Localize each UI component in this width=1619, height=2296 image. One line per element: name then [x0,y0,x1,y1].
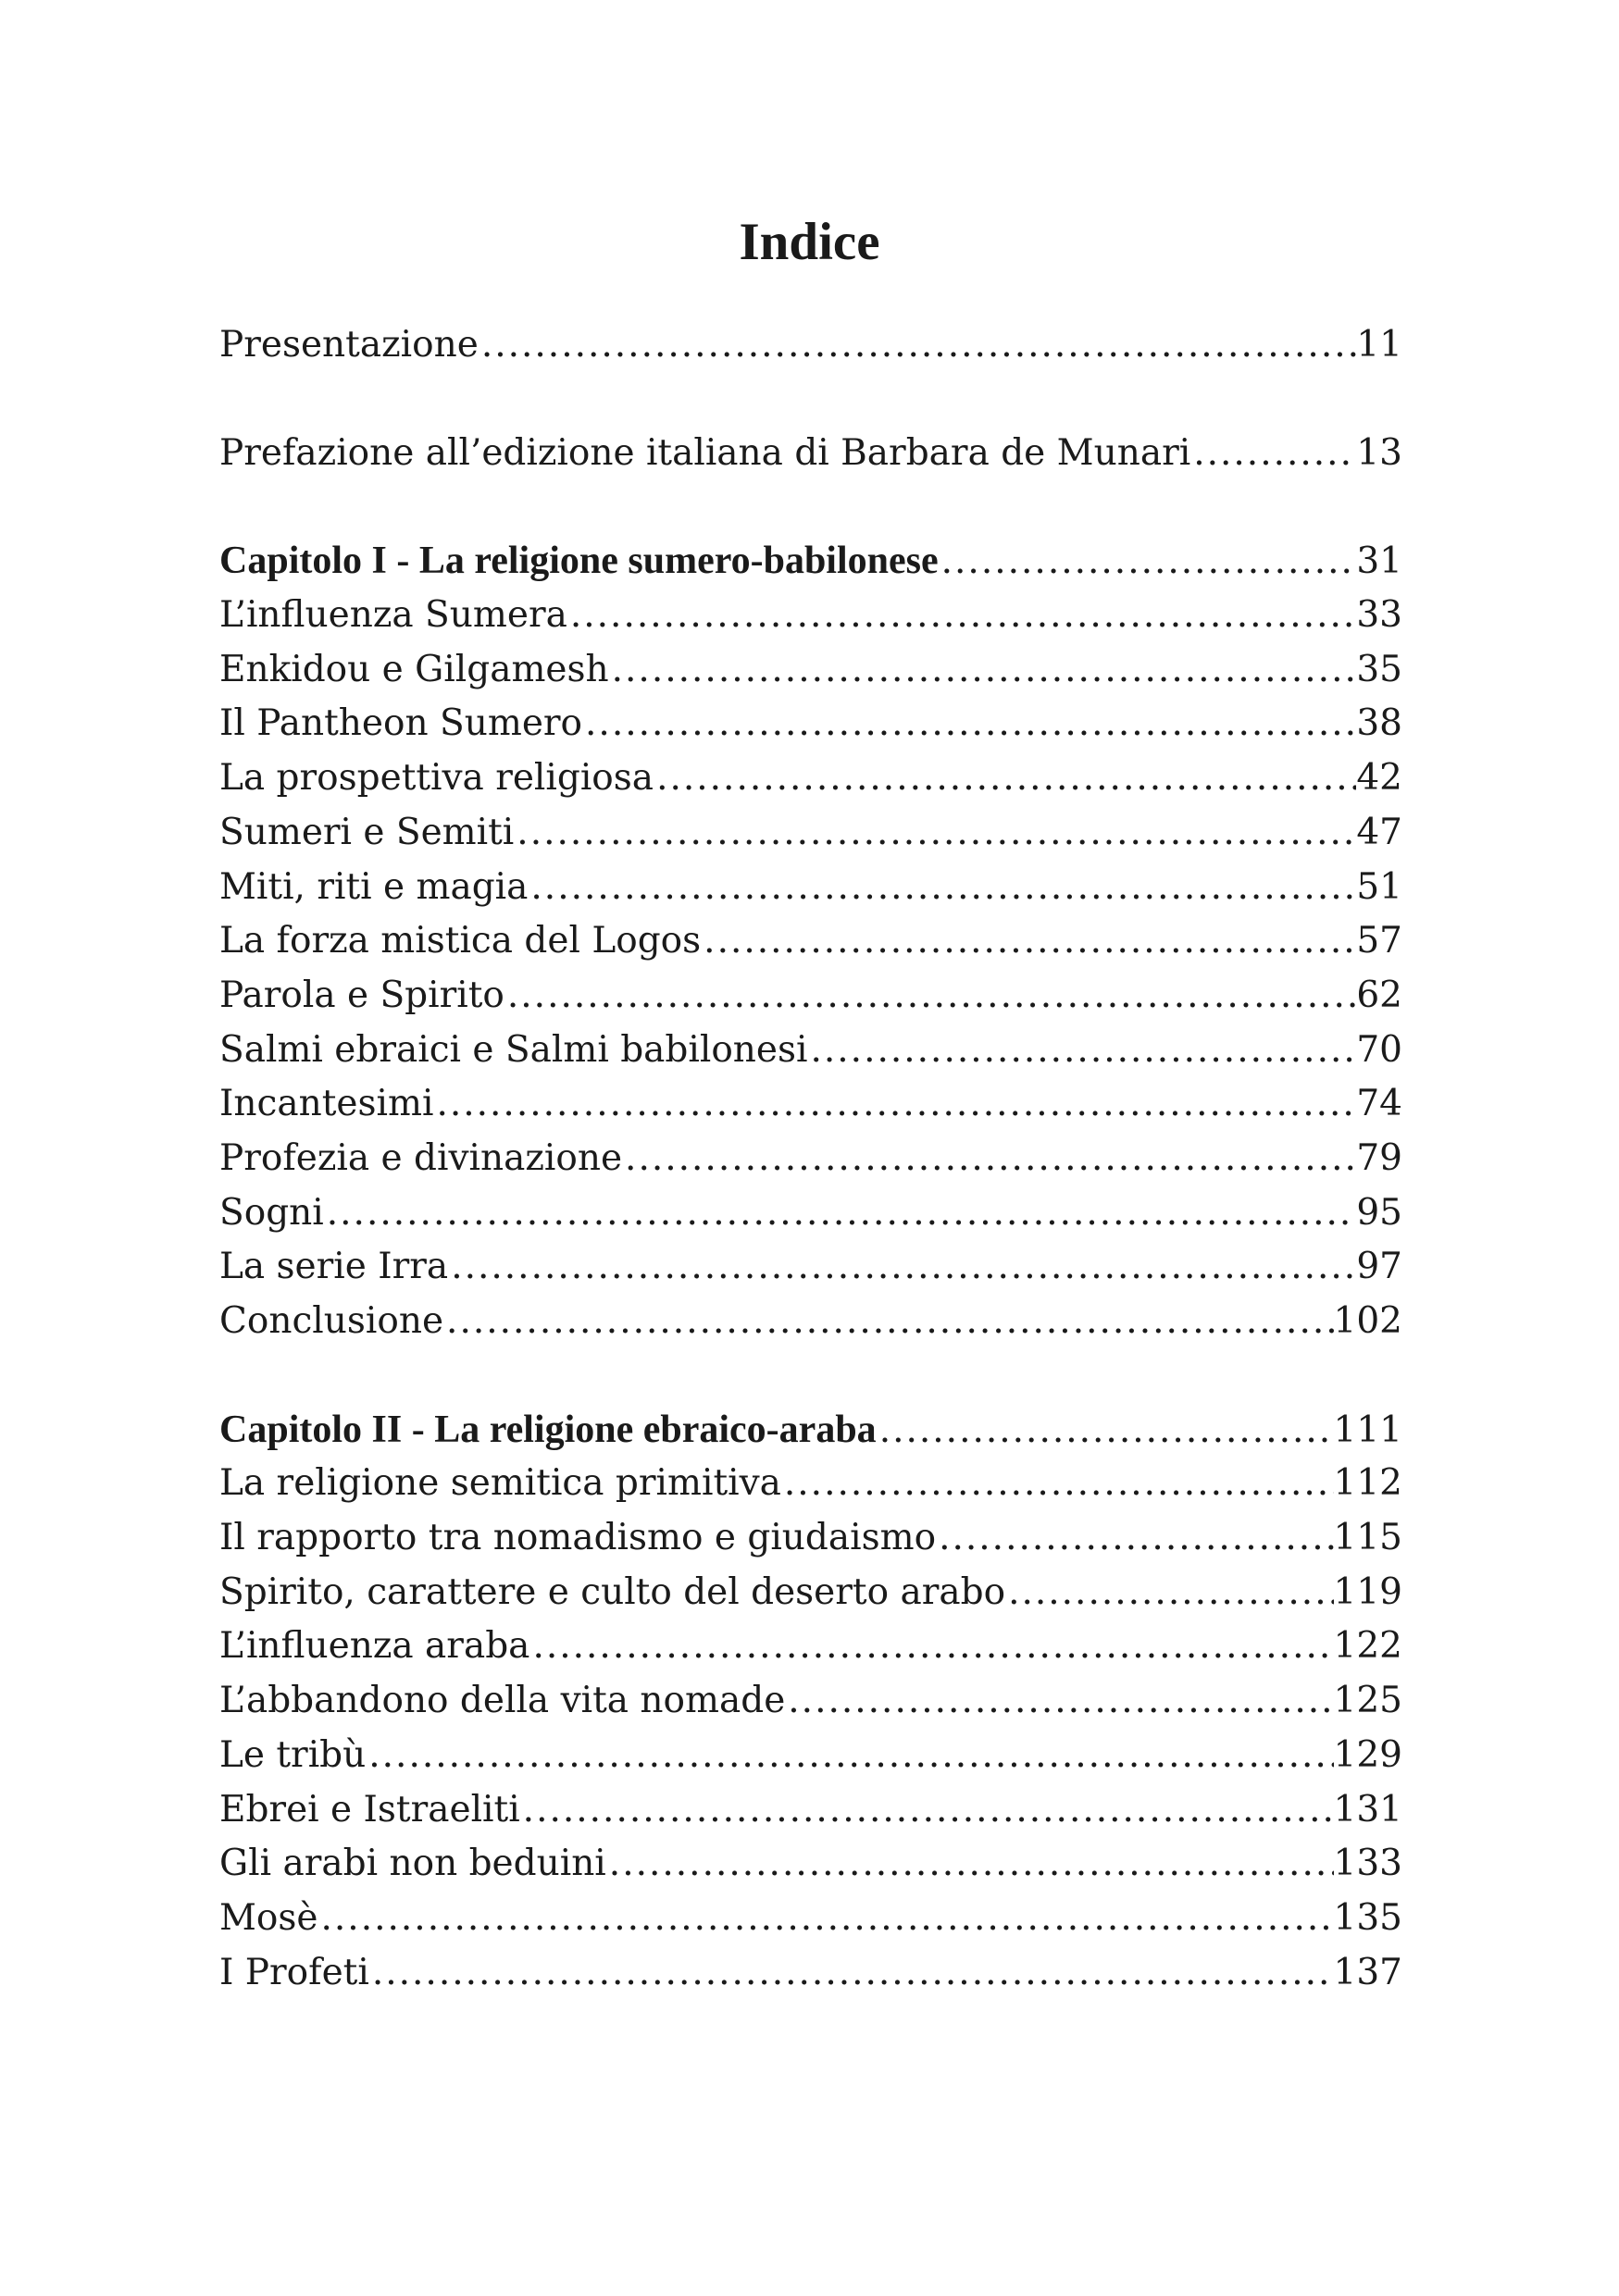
toc-page-number: 35 [1356,648,1402,690]
toc-entry [219,1024,1402,1078]
toc-dot-leader [443,1295,1334,1349]
toc-entry [219,697,1402,751]
toc-entry [219,1240,1402,1295]
toc-section [219,427,1402,481]
toc-dot-leader [567,589,1357,643]
toc-dot-leader [504,969,1356,1024]
toc-entry-title: Ebrei e Istraeliti [219,1788,520,1831]
toc-page-number: 42 [1356,757,1402,800]
toc-dot-leader [529,1620,1333,1674]
toc-entry [219,1511,1402,1566]
toc-page-number: 11 [1356,324,1402,366]
toc-entry-title: I Profeti [219,1951,369,1993]
toc-entry [219,1295,1402,1349]
toc-entry-title: Incantesimi [219,1083,434,1125]
toc-dot-leader [433,1077,1356,1132]
toc-entry-title: Presentazione [219,324,479,366]
toc-entry [219,969,1402,1024]
toc-entry [219,751,1402,806]
toc-dot-leader [582,697,1356,751]
toc-chapter-heading [219,534,1402,589]
toc-dot-leader [877,1404,1334,1458]
toc-page-number: 47 [1356,811,1402,853]
toc-dot-leader [807,1024,1356,1078]
toc-entry [219,1783,1402,1838]
toc-entry [219,1892,1402,1946]
toc-entry-title: L’influenza Sumera [219,594,567,637]
table-of-contents [219,318,1402,2000]
toc-entry-title: Il rapporto tra nomadismo e giudaismo [219,1517,937,1559]
toc-page-number: 119 [1333,1570,1402,1613]
toc-entry [219,1620,1402,1674]
toc-entry-title: Sumeri e Semiti [219,811,515,853]
toc-entry [219,1674,1402,1729]
toc-entry-title: Enkidou e Gilgamesh [219,648,609,690]
toc-page-number: 135 [1333,1896,1402,1939]
toc-entry-title: Parola e Spirito [219,974,504,1016]
toc-page-number: 79 [1356,1136,1402,1179]
toc-entry [219,1566,1402,1620]
toc-page-number: 70 [1356,1028,1402,1071]
toc-page-number: 97 [1356,1246,1402,1288]
toc-entry [219,806,1402,861]
toc-dot-leader [654,751,1356,806]
toc-page-number: 51 [1356,865,1402,908]
toc-dot-leader [622,1132,1356,1186]
toc-dot-leader [520,1783,1334,1838]
toc-dot-leader [448,1240,1356,1295]
toc-entry [219,318,1402,373]
toc-dot-leader [701,914,1356,969]
toc-dot-leader [939,535,1357,589]
toc-dot-leader [479,318,1357,373]
toc-entry [219,1457,1402,1511]
toc-entry-title: Prefazione all’edizione italiana di Barbara de Munari [219,431,1191,474]
toc-dot-leader [1190,427,1356,481]
toc-dot-leader [785,1674,1333,1729]
toc-entry-title: La serie Irra [219,1246,449,1288]
toc-page-number: 115 [1333,1517,1402,1559]
toc-page-number: 33 [1356,594,1402,637]
toc-dot-leader [318,1892,1334,1946]
toc-entry [219,861,1402,915]
toc-page-number: 13 [1356,431,1402,474]
toc-section [219,318,1402,373]
toc-chapter-heading [219,1403,1402,1458]
toc-entry-title: Il Pantheon Sumero [219,702,583,745]
toc-entry-title: Conclusione [219,1300,444,1342]
toc-entry [219,1946,1402,2001]
toc-dot-leader [606,1837,1334,1892]
toc-entry [219,1837,1402,1892]
toc-entry-title: L’influenza araba [219,1625,530,1668]
toc-entry-title: Sogni [219,1191,324,1234]
toc-entry-title: Capitolo I - La religione sumero-babilonese [219,540,939,583]
toc-entry-title: L’abbandono della vita nomade [219,1680,786,1722]
toc-entry-title: La prospettiva religiosa [219,757,654,800]
toc-dot-leader [514,806,1356,861]
toc-page-number: 38 [1356,702,1402,745]
toc-entry-title: Le tribù [219,1733,367,1776]
toc-page-number: 112 [1333,1462,1402,1505]
toc-page-number: 31 [1356,540,1402,583]
toc-page-number: 131 [1333,1788,1402,1831]
toc-entry-title: Spirito, carattere e culto del deserto arabo [219,1570,1006,1613]
toc-entry [219,589,1402,643]
toc-page-number: 125 [1333,1680,1402,1722]
toc-dot-leader [781,1457,1334,1511]
toc-entry [219,1132,1402,1186]
toc-page-number: 133 [1333,1843,1402,1885]
toc-entry-title: Miti, riti e magia [219,865,529,908]
page-title: Indice [739,213,880,271]
toc-entry [219,427,1402,481]
toc-dot-leader [324,1186,1357,1241]
toc-dot-leader [369,1946,1334,2001]
toc-entry [219,1186,1402,1241]
toc-dot-leader [1005,1566,1333,1620]
toc-entry-title: La forza mistica del Logos [219,920,702,962]
toc-entry [219,914,1402,969]
toc-entry-title: Mosè [219,1896,318,1939]
toc-page-number: 57 [1356,920,1402,962]
toc-page-number: 74 [1356,1083,1402,1125]
toc-dot-leader [528,861,1356,915]
toc-page-number: 137 [1333,1951,1402,1993]
toc-entry [219,1729,1402,1783]
toc-page-number: 62 [1356,974,1402,1016]
toc-section [219,534,1402,1348]
toc-page-number: 95 [1356,1191,1402,1234]
toc-entry-title: Profezia e divinazione [219,1136,623,1179]
toc-dot-leader [609,643,1357,698]
toc-page-number: 102 [1333,1300,1402,1342]
toc-page-number: 111 [1333,1409,1402,1451]
toc-entry [219,1077,1402,1132]
toc-entry-title: Gli arabi non beduini [219,1843,606,1885]
toc-entry-title: Capitolo II - La religione ebraico-araba [219,1408,877,1451]
toc-dot-leader [936,1511,1333,1566]
toc-entry-title: Salmi ebraici e Salmi babilonesi [219,1028,808,1071]
toc-page-number: 122 [1333,1625,1402,1668]
toc-entry-title: La religione semitica primitiva [219,1462,781,1505]
toc-section [219,1403,1402,2001]
toc-dot-leader [366,1729,1333,1783]
toc-entry [219,643,1402,698]
toc-page-number: 129 [1333,1733,1402,1776]
